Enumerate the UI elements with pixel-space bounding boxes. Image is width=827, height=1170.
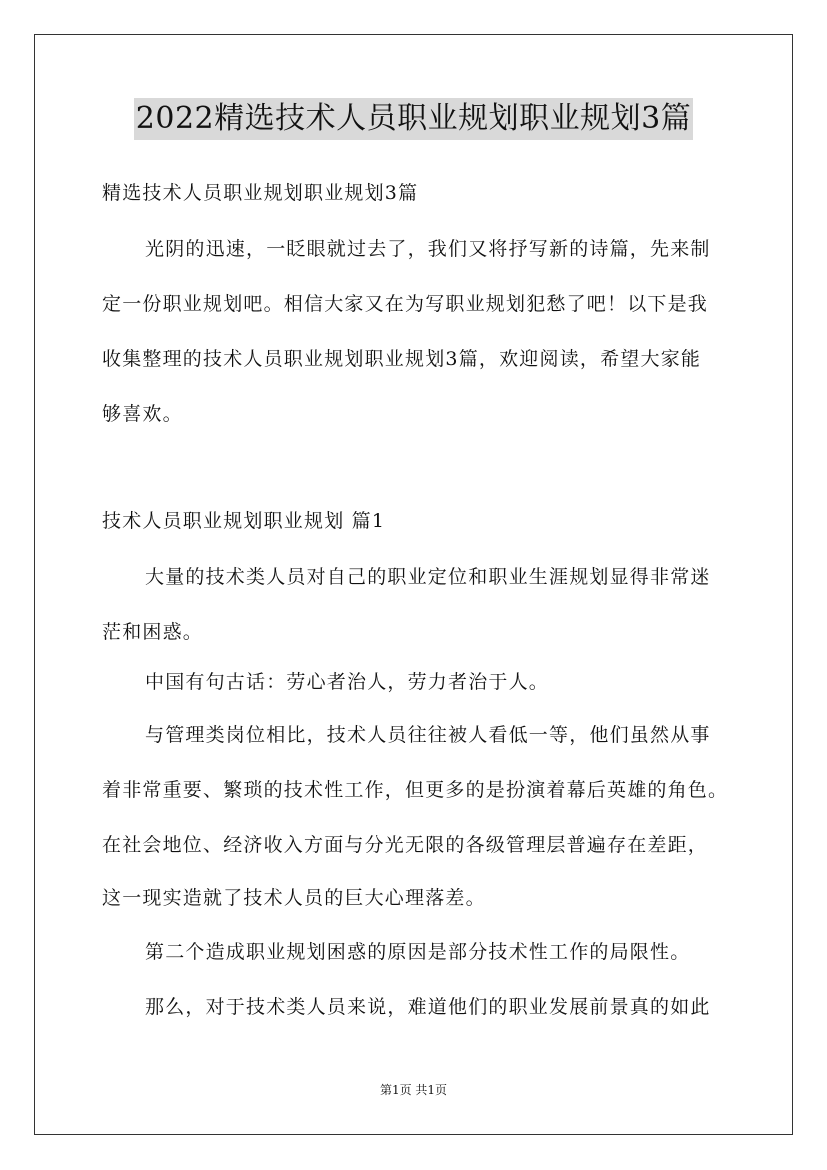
- intro-line: 定一份职业规划吧。相信大家又在为写职业规划犯愁了吧！以下是我: [102, 293, 709, 315]
- body-line: 着非常重要、繁琐的技术性工作，但更多的是扮演着幕后英雄的角色。: [102, 779, 729, 801]
- page-footer: 第1页 共1页: [379, 1083, 448, 1097]
- intro-line: 光阴的迅速，一眨眼就过去了，我们又将抒写新的诗篇，先来制: [145, 238, 711, 260]
- intro-line: 收集整理的技术人员职业规划职业规划3篇，欢迎阅读，希望大家能: [102, 348, 702, 370]
- body-line: 那么，对于技术类人员来说，难道他们的职业发展前景真的如此: [145, 996, 711, 1018]
- title-container: [0, 98, 827, 140]
- body-line: 中国有句古话：劳心者治人，劳力者治于人。: [145, 671, 550, 693]
- body-line: 茫和困惑。: [102, 621, 204, 643]
- body-line: 大量的技术类人员对自己的职业定位和职业生涯规划显得非常迷: [145, 566, 711, 588]
- section-heading: 技术人员职业规划职业规划 篇1: [102, 510, 386, 532]
- document-title: 2022精选技术人员职业规划职业规划3篇: [134, 98, 693, 140]
- intro-line: 够喜欢。: [102, 403, 183, 425]
- body-line: 在社会地位、经济收入方面与分光无限的各级管理层普遍存在差距，: [102, 834, 709, 856]
- body-line: 与管理类岗位相比，技术人员往往被人看低一等，他们虽然从事: [145, 724, 711, 746]
- document-subtitle: 精选技术人员职业规划职业规划3篇: [102, 182, 419, 204]
- body-line: 第二个造成职业规划困惑的原因是部分技术性工作的局限性。: [145, 941, 691, 963]
- body-line: 这一现实造就了技术人员的巨大心理落差。: [102, 887, 486, 909]
